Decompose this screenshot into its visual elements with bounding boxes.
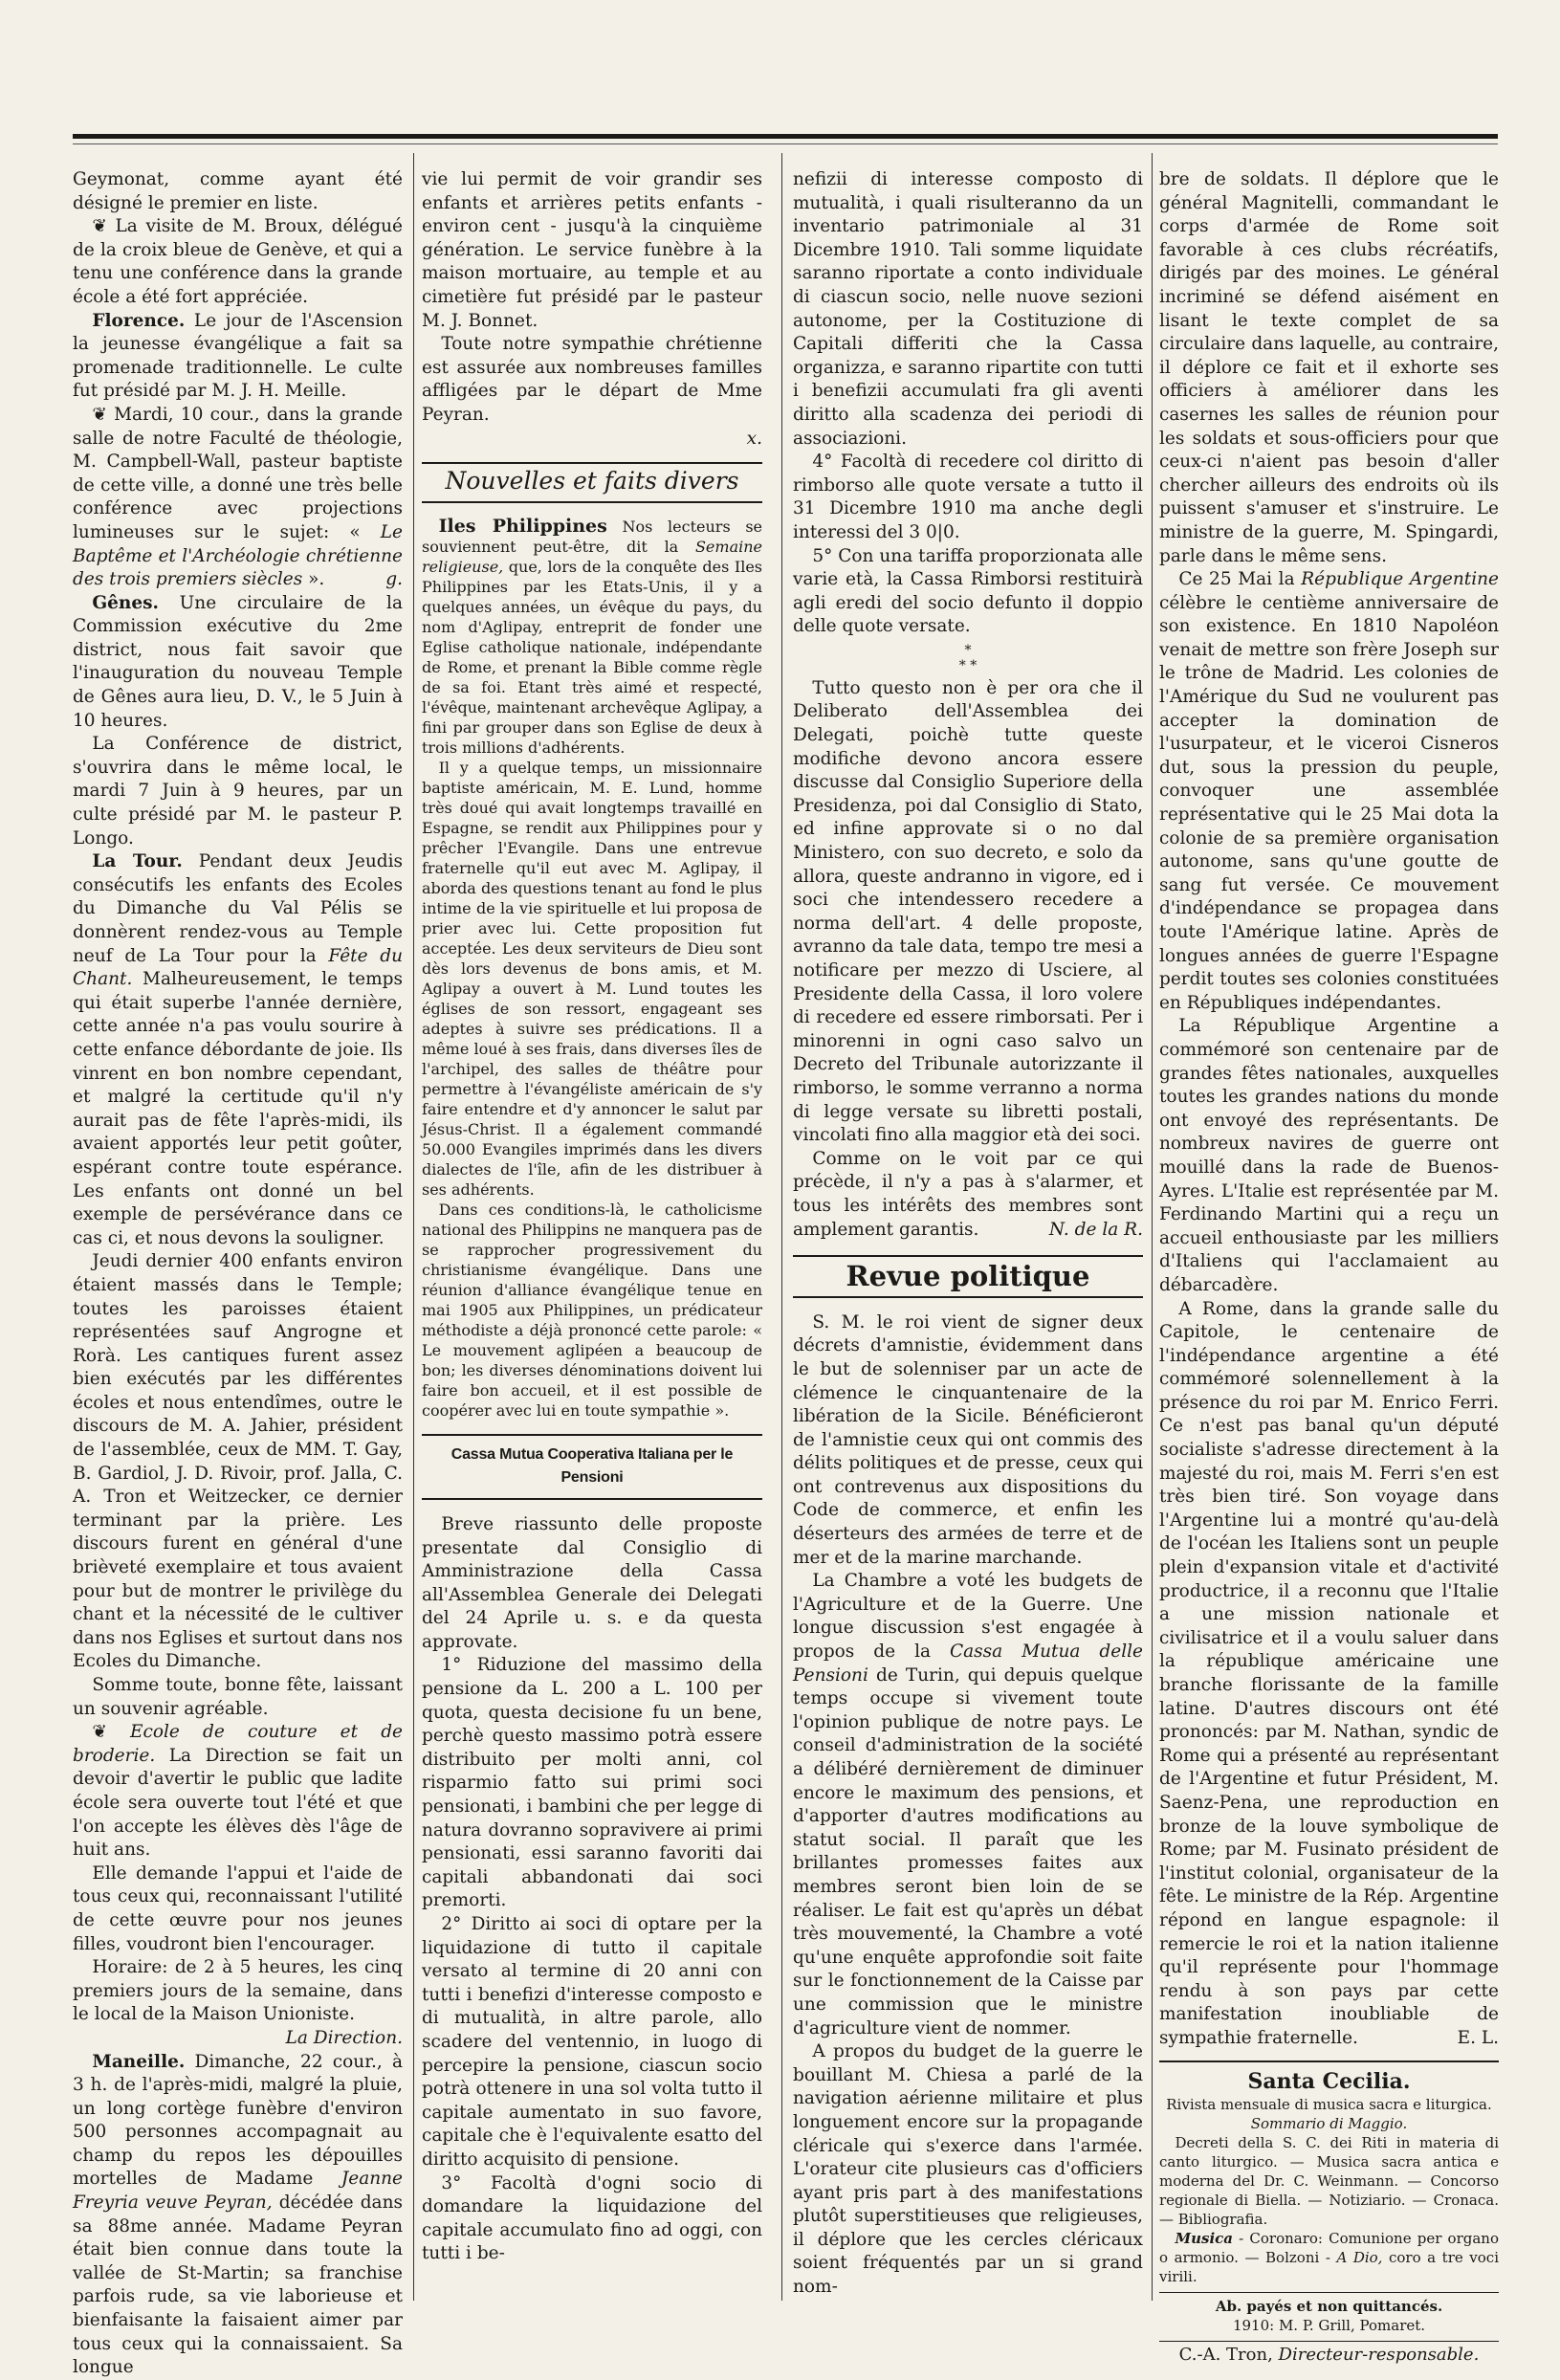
paragraph: ❦ La visite de M. Broux, délégué de la croix bleue de Genève, et qui a tenu une conférence dans la grande école a été fort appréciée. <box>73 216 403 307</box>
paragraph <box>793 1148 1143 1242</box>
paragraph: 4° Facoltà di recedere col diritto di rimborso alle quote versate a tutto il 31 Dicembre 1910 ma anche degli interessi del 3 0|0. <box>793 452 1143 542</box>
place-heading: Maneille. <box>92 2051 186 2072</box>
paragraph: Toute notre sympathie chrétienne est assurée aux nombreuses familles affligées par le départ de Mme Peyran. <box>422 334 762 425</box>
text: ❦ Mardi, 10 cour., dans la grande salle de notre Faculté de théologie, M. Campbell-Wall, pasteur baptiste de cette ville, a donné une très belle conférence avec projections lumineuses sur le sujet: « <box>73 404 403 542</box>
santa-cecilia-notice <box>1159 2060 1499 2365</box>
asterism: * * * <box>958 642 978 673</box>
paragraph: bre de soldats. Il déplore que le général Magnitelli, commandant le corps d'armée de Rome soit favorable à ces clubs récréatifs, dirigés par des moines. Le général incriminé se défend aisément en lisant le texte complet de sa circulaire dans laquelle, au contraire, il déplore ce fait et il exhorte ses officiers à améliorer dans les casernes les salles de réunion pour les soldats et sous-officiers pour que ceux-ci n'aient pas besoin d'aller chercher ailleurs des endroits où ils puissent s'amuser et s'instruire. Le ministre de la guerre, M. Spingardi, parle dans le même sens. <box>1159 169 1499 566</box>
paragraph <box>1159 568 1499 1015</box>
section-heading-cassa: Cassa Mutua Cooperativa Italiana per le Pensioni <box>422 1434 762 1500</box>
place-heading: Gênes. <box>92 592 159 613</box>
paragraph: Dans ces conditions-là, le catholicisme national des Philippins ne manquera pas de se rapprocher progressivement du christianisme évangélique. Dans une réunion d'alliance évangélique tenue en mai 1905 aux Philippines, un prédicateur méthodiste a déjà prononcé cette parole: « Le mouvement aglipéen a beaucoup de bon; les diverses dénominations doivent lui faire bon accueil, et il est possible de coopérer avec lui en toute sympathie ». <box>422 1200 762 1420</box>
section-heading-nouvelles: Nouvelles et faits divers <box>422 462 762 503</box>
text: Le jour de l'Ascension la jeunesse évangélique a fait sa promenade traditionnelle. Le culte fut présidé par M. J. H. Meille. <box>73 310 403 402</box>
signature: N. de la R. <box>1048 1219 1143 1240</box>
director-line <box>1159 2341 1499 2365</box>
paragraph <box>73 310 403 404</box>
text: Nos lecteurs se souviennent peut-être, dit la <box>422 517 763 556</box>
paragraph <box>73 2051 403 2380</box>
text: La Chambre a voté les budgets de l'Agriculture et de la Guerre. Une longue discussion s'est engagée à propos de la <box>793 1571 1143 1663</box>
signature: g. <box>385 569 403 590</box>
text: Une circulaire de la Commission exécutive du 2me district, nous fait savoir que l'inauguration du nouveau Temple de Gênes aura lieu, D. V., le 5 Juin à 10 heures. <box>73 592 403 731</box>
paragraph: A propos du budget de la guerre le bouillant M. Chiesa a parlé de la navigation aérienne militaire et plus longuement encore sur la propagande cléricale qui s'exerce dans l'armée. L'orateur cite plusieurs cas d'officiers ayant pris part à des manifestations plutôt superstitieuses que religieuses, il déplore que les cercles cléricaux soient fréquentés par un si grand nom- <box>793 2041 1143 2298</box>
paragraph <box>73 404 403 592</box>
text: Comme on le voit par ce qui précède, il n'y a pas à s'alarmer, et tous les intérêts des membres sont amplement garantis. <box>793 1148 1143 1240</box>
top-rule <box>73 134 1498 139</box>
italic-label: Musica <box>1175 2229 1234 2247</box>
top-rule-thin <box>73 143 1498 144</box>
paragraph: Somme toute, bonne fête, laissant un souvenir agréable. <box>73 1675 403 1719</box>
signature: E. L. <box>1457 2027 1499 2048</box>
signature: x. <box>746 428 762 449</box>
text: que, lors de la conquête des Iles Philippines par les Etats-Unis, il y a quelques années, un évêque du pays, du nom d'Aglipay, entreprit de fonder une Eglise catholique nationale, indépendante de Rome, et prenant la Bible comme règle de sa foi. Etant très aimé et respecté, l'évêque, maintenant archevêque Aglipay, a fini par grouper dans son Eglise de deux à trois millions d'adhérents. <box>422 557 762 757</box>
paragraph: Geymonat, comme ayant été désigné le premier en liste. <box>73 169 403 213</box>
paragraph: 1° Riduzione del massimo della pensione da L. 200 a L. 100 per quota, questa decisione fu un bene, perchè questo massimo potrà essere distribuito per molti anni, col risparmio fatto sui primi soci pensionati, i bambini che per legge di natura dovranno sopravivere ai primi pensionati, essi saranno favoriti dai capitali abbandonati dai soci premorti. <box>422 1655 762 1911</box>
text: de Turin, qui depuis quelque temps occupe si vivement toute l'opinion publique de notre pays. Le conseil d'administration de la société a délibéré dernièrement de diminuer encore le maximum des pensions, et d'apporter d'autres modifications au statut social. Il paraît que les brillantes promesses faites aux membres seront bien loin de se réaliser. Le fait est qu'après un débat très mouvementé, la Chambre a voté qu'une enquête approfondie soit faite sur le fonctionnement de la Caisse par une commission que le ministre d'agriculture vient de nommer. <box>793 1664 1143 2038</box>
paragraph: S. M. le roi vient de signer deux décrets d'amnistie, évidemment dans le but de solenniser par un acte de clémence le cinquantenaire de la libération de la Sicile. Bénéficieront de l'amnistie ceux qui ont commis des délits politiques et de presse, ceux qui ont contrevenus aux dispositions du Code de commerce, et enfin les déserteurs des armées de terre et de mer et de la marine marchande. <box>793 1311 1143 1568</box>
paragraph: nefizii di interesse composto di mutualità, i quali risulteranno da un inventario patrimoniale al 31 Dicembre 1910. Tali somme liquidate saranno riportate a conto individuale di ciascun socio, nelle nuove sezioni autonome, per la Costituzione di Capitali differiti che la Cassa organizza, e saranno ripartite con tutti i benefizii accumulati fra gli aventi diritto alla scadenza dei periodi di associazioni. <box>793 169 1143 449</box>
section-heading-revue: Revue politique <box>793 1255 1143 1298</box>
notice-music <box>1159 2229 1499 2286</box>
text: - Coronaro: Comunione per organo o armonio. — Bolzoni - <box>1159 2229 1499 2266</box>
paragraph: La Conférence de district, s'ouvrira dans le même local, le mardi 7 Juin à 9 heures, par un culte présidé par M. le pasteur P. Longo. <box>73 734 403 848</box>
paragraph <box>73 850 403 1250</box>
text: coro a tre voci virili. <box>1159 2248 1499 2285</box>
italic-title: Fête du Chant. <box>73 945 403 990</box>
text: Ce 25 Mai la <box>1178 569 1302 590</box>
subscriptions-entry: 1910: M. P. Grill, Pomaret. <box>1232 2316 1426 2334</box>
paragraph <box>422 517 762 758</box>
text: Dimanche, 22 cour., à 3 h. de l'après-midi, malgré la pluie, un long cortège funèbre d'environ 500 personnes accompagnait au champ du repos les dépouilles mortelles de Madame <box>73 2051 403 2190</box>
notice-title: Santa Cecilia. <box>1247 2068 1411 2094</box>
signature: La Direction. <box>285 2027 403 2048</box>
text: Pendant deux Jeudis consécutifs les enfants des Ecoles du Dimanche du Val Pélis se donnèrent rendez-vous au Temple neuf de La Tour pour la <box>73 851 404 966</box>
notice-summary-label: Sommario di Maggio. <box>1250 2114 1408 2132</box>
column-4 <box>1159 168 1499 2365</box>
italic-title: République Argentine <box>1301 569 1499 590</box>
paragraph: Tutto questo non è per ora che il Deliberato dell'Assemblea dei Delegati, poichè tutte queste modifiche devono ancora essere discusse dal Consiglio Superiore della Presidenza, poi dal Consiglio di Stato, ed infine approvate si o no dal Ministero, con suo decreto, e solo da allora, queste andranno in vigore, ed i soci che intendessero recedere a norma dell'art. 4 delle proposte, avranno da tale data, tempo tre mesi a notificare per mezzo di Usciere, al Presidente della Cassa, il loro volere di recedere ed essere rimborsati. Per i minorenni in ogni caso salvo un Decreto del Tribunale autorizzante il rimborso, le somme verranno a norma di legge versate su libretti postali, vincolati fino alla maggior età dei soci. <box>793 677 1143 1146</box>
italic-title: Ecole de couture et de broderie. <box>73 1722 403 1766</box>
place-heading: Iles Philippines <box>438 515 607 537</box>
text: La Direction se fait un devoir d'avertir le public que ladite école sera ouverte tout l'été et que l'on accepte les élèves dès l'âge de huit ans. <box>73 1745 403 1861</box>
place-heading: Florence. <box>92 310 186 331</box>
text: décédée dans sa 88me année. Madame Peyran était bien connue dans toute la vallée de St-Martin; sa franchise parfois rude, sa vie laborieuse et bienfaisante la faisaient aimer par tous ceux qui la connaissaient. Sa longue <box>73 2193 403 2378</box>
paragraph: 5° Con una tariffa proporzionata alle varie età, la Cassa Rimborsi restituirà agli eredi del socio defunto il doppio delle quote versate. <box>793 545 1143 637</box>
italic-title: Le Baptême et l'Archéologie chrétienne des trois premiers siècles <box>73 521 403 590</box>
paragraph: Il y a quelque temps, un missionnaire baptiste américain, M. E. Lund, homme très doué qui avait longtemps travaillé en Espagne, se rendit aux Philippines pour y prêcher l'Evangile. Dans une entrevue fraternelle qu'il eut avec M. Aglipay, il aborda des questions tenant au fond le plus intime de la vie spirituelle et lui proposa de prier avec lui. Cette proposition fut acceptée. Les deux serviteurs de Dieu sont dès lors devenus de bons amis, et M. Aglipay a ouvert à M. Lund toutes les églises de son ressort, engageant ses adeptes à suivre ses prédications. Il a même loué à ses frais, dans diverses îles de l'archipel, des salles de théâtre pour permettre à l'évangéliste américain de s'y faire entendre et d'y annoncer le salut par Jésus-Christ. Il a également commandé 50.000 Evangiles imprimés dans les divers dialectes de l'île, afin de les distribuer à ses adhérents. <box>422 758 762 1199</box>
paragraph: vie lui permit de voir grandir ses enfants et arrières petits enfants - environ cent - jusqu'à la cinquième génération. Le service funèbre à la maison mortuaire, au temple et au cimetière fut présidé par le pasteur M. J. Bonnet. <box>422 169 762 331</box>
text: A Rome, dans la grande salle du Capitole, le centenaire de l'indépendance argentine a été commémoré solennellement à la présence du roi par M. Enrico Ferri. Ce n'est pas banal qu'un député socialiste s'adresse directement à la majesté du roi, mais M. Ferri s'en est très bien tiré. Son voyage dans l'Argentine lui a montré qu'au-delà de l'océan les Italiens sont un peuple plein d'expansion vitale et d'activité productrice, il a reconnu que l'Italie a une mission nationale et civilisatrice et il a voulu saluer dans la république américaine une branche florissante de la famille latine. D'autres discours ont été prononcés: par M. Nathan, syndic de Rome qui a présenté au représentant de l'Argentine et futur Président, M. Saenz-Pena, une reproduction en bronze de la louve symbolique de Rome; par M. Fusinato président de l'institut colonial, organisateur de la fête. Le ministre de la Rép. Argentine répond en langue espagnole: il remercie le roi et la nation italienne qu'il représente pour l'hommage rendu à son pays par cette manifestation inoubliable de sympathie fraternelle. <box>1159 1298 1499 2048</box>
subscriptions-heading: Ab. payés et non quittancés. <box>1159 2292 1499 2316</box>
notice-body: Decreti della S. C. dei Riti in materia di canto liturgico. — Musica sacra antica e moderna del Dr. C. Weinmann. — Concorso regionale di Biella. — Notiziario. — Cronaca. — Bibliografia. <box>1159 2133 1499 2228</box>
paragraph: La République Argentine a commémoré son centenaire par de grandes fêtes nationales, auxquelles toutes les grandes nations du monde ont envoyé des représentants. De nombreux navires de guerre ont mouillé dans la rade de Buenos-Ayres. L'Italie est représentée par M. Ferdinando Martini qui a reçu un accueil enthousiaste par les milliers d'Italiens qui l'acclamaient au débarcadère. <box>1159 1016 1499 1295</box>
director-title: Directeur-responsable. <box>1278 2344 1480 2365</box>
column-3 <box>793 168 1143 2302</box>
paragraph <box>793 1570 1143 2040</box>
italic-title: Semaine religieuse, <box>422 537 762 576</box>
italic-title: A Dio, <box>1336 2248 1383 2266</box>
paragraph: 3° Facoltà d'ogni socio di domandare la liquidazione del capitale accumulato fino ad oggi, con tutti i be- <box>422 2172 762 2264</box>
italic-name: Jeanne Freyria veuve Peyran, <box>73 2169 403 2214</box>
column-2 <box>422 168 762 2302</box>
column-separator <box>1152 153 1153 2301</box>
column-1 <box>73 168 404 2378</box>
column-separator <box>413 153 414 2301</box>
paragraph: Jeudi dernier 400 enfants environ étaient massés dans le Temple; toutes les paroisses étaient représentées sauf Angrogne et Rorà. Les cantiques furent assez bien exécutés par les différentes écoles et nous entendîmes, outre le discours de M. A. Jahier, président de l'assemblée, ceux de MM. T. Gay, B. Gardiol, J. D. Rivoir, prof. Jalla, C. A. Tron et Weitzecker, ce dernier terminant par la prière. Les discours furent en général d'une brièveté exemplaire et tous avaient pour but de montrer le privilège du chant et la nécessité de le cultiver dans nos Eglises et surtout dans nos Ecoles du Dimanche. <box>73 1251 403 1672</box>
text: célèbre le centième anniversaire de son existence. En 1810 Napoléon venait de mettre son frère Joseph sur le trône de Madrid. Les colonies de l'Amérique du Sud ne voulurent pas accepter la domination de l'usurpateur, et le viceroi Cisneros dut, sous la pression du peuple, convoquer une assemblée représentative qui le 25 Mai dota la colonie de sa première organisation autonome, sans qu'une goutte de sang fut versée. Ce mouvement d'indépendance se propagea dans toute l'Amérique latine. Après de longues années de guerre l'Espagne perdit toutes ses colonies constituées en Républiques indépendantes. <box>1159 592 1499 1013</box>
director-name: C.-A. Tron, <box>1178 2344 1279 2365</box>
text: Malheureusement, le temps qui était superbe l'année dernière, cette année n'a pas voulu sourire à cette enfance débordante de joie. Ils vinrent en bon nombre cependant, et malgré la certitude qu'il n'y aurait pas de fête l'après-midi, ils avaient apportés leur petit goûter, espérant contre toute espérance. Les enfants ont donné un bel exemple de persévérance dans ce cas ci, et nous devons la souligner. <box>73 969 403 1248</box>
paragraph <box>73 592 403 734</box>
text: ». <box>302 569 325 590</box>
paragraph: Breve riassunto delle proposte presentate dal Consiglio di Amministrazione della Cassa all'Assemblea Generale dei Delegati del 24 Aprile u. s. e da questa approvate. <box>422 1513 762 1652</box>
paragraph <box>1159 1298 1499 2051</box>
italic-title: Cassa Mutua delle Pensioni <box>793 1642 1143 1686</box>
paragraph: Horaire: de 2 à 5 heures, les cinq premiers jours de la semaine, dans le local de la Maison Unioniste. <box>73 1957 403 2025</box>
notice-subtitle: Rivista mensuale di musica sacra e liturgica. <box>1166 2095 1492 2113</box>
place-heading: La Tour. <box>92 851 183 872</box>
paragraph: Elle demande l'appui et l'aide de tous ceux qui, reconnaissant l'utilité de cette œuvre pour nos jeunes filles, voudront bien l'encourager. <box>73 1862 403 1954</box>
paragraph: ❦ Ecole de couture et de broderie. La Direction se fait un devoir d'avertir le public que ladite école sera ouverte tout l'été et que l'on accepte les élèves dès l'âge de huit ans. <box>73 1722 403 1861</box>
column-separator <box>781 153 782 2301</box>
paragraph: 2° Diritto ai soci di optare per la liquidazione di tutto il capitale versato al termine di 20 anni con tutti i benefizi d'interesse composto e di mutualità, in altre parole, allo scadere del ventennio, in luogo di percepire la pensione, ciascun socio potrà ottenere in una sol volta tutto il capitale aumentato in suo favore, capitale che è l'equivalente esatto del diritto acquisito di pensione. <box>422 1914 762 2170</box>
